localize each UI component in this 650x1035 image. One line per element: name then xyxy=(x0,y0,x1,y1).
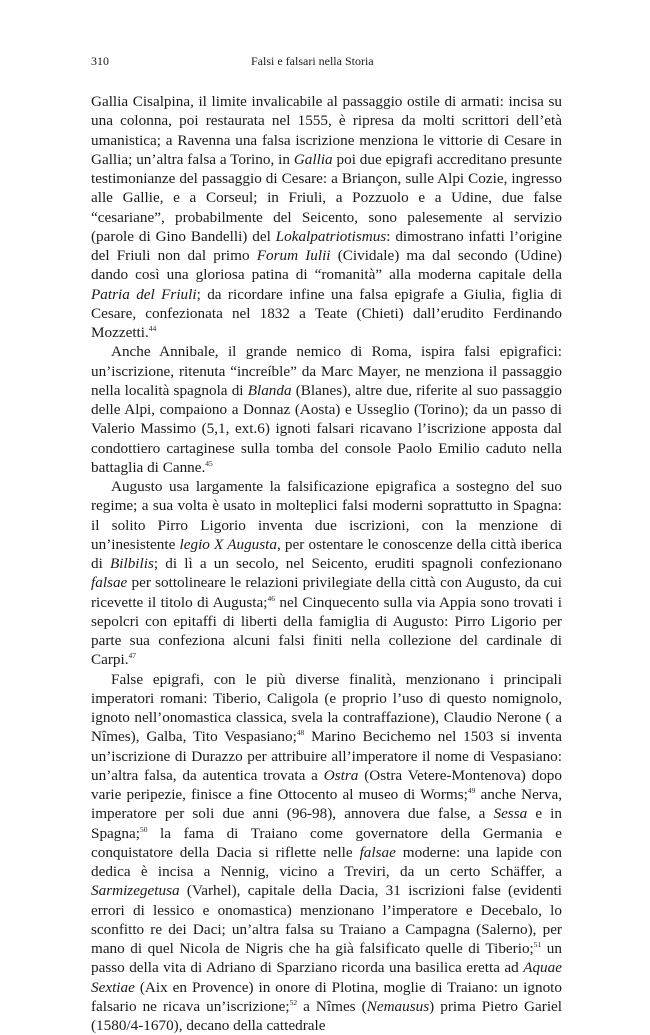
text-run: (Cividale) ma dal secondo (Udine) dando così una gloriosa patina di “romanità” alla moderna capitale della xyxy=(91,247,562,283)
italic-term: legio X Augusta xyxy=(180,536,277,553)
text-run: , per ostentare le conoscenze della città iberica di xyxy=(91,536,562,572)
paragraph xyxy=(91,670,562,1035)
italic-term: Gallia xyxy=(294,151,333,168)
footnote-ref: 49 xyxy=(468,786,476,795)
italic-term: falsae xyxy=(360,844,396,861)
italic-term: Ostra xyxy=(324,767,359,784)
italic-term: falsae xyxy=(91,574,127,591)
text-run: (Varhel), capitale della Dacia, 31 iscrizioni false (evidenti errori di lessico e onomastica) menzionano l’imperatore e Decebalo, lo sconfitto re dei Daci; un’altra falsa su Traiano a Campagna (Salerno), per mano di quel Nicola de Nigris che ha già falsificato quelle di Tiberio; xyxy=(91,882,562,957)
italic-term: Nemausus xyxy=(367,998,429,1015)
paragraph xyxy=(91,92,562,342)
text-run: e in Spagna; xyxy=(91,805,562,841)
page-number: 310 xyxy=(91,53,109,69)
paragraph xyxy=(91,342,562,477)
italic-term: Forum Iulii xyxy=(257,247,331,264)
text-run: Augusto usa largamente la falsificazione epigrafica a sostegno del suo regime; a sua volta è usato in molteplici falsi moderni soprattutto in Spagna: il solito Pirro Ligorio inventa due iscrizioni, con la menzione di un’inesistente xyxy=(91,478,562,553)
text-run: ; da ricordare infine una falsa epigrafe a Giulia, figlia di Cesare, confezionata nel 1832 a Teate (Chieti) dall’erudito Ferdinando Mozzetti. xyxy=(91,286,562,342)
italic-term: Patria del Friuli xyxy=(91,286,197,303)
text-run: un passo della vita di Adriano di Sparziano ricorda una basilica eretta ad xyxy=(91,940,562,976)
footnote-ref: 51 xyxy=(534,940,542,949)
text-run: Marino Becichemo nel 1503 si inventa un’iscrizione di Durazzo per attribuire all’imperatore il nome di Vespasiano: un’altra falsa, da autentica trovata a xyxy=(91,728,562,784)
italic-term: Sessa xyxy=(493,805,527,822)
text-run: Gallia Cisalpina, il limite invalicabile al passaggio ostile di armati: incisa su una colonna, poi restaurata nel 1555, è ripresa da molti scrittori dell’età umanistica; a Ravenna una falsa iscrizione menziona le vittorie di Cesare in Gallia; un’altra falsa a Torino, in xyxy=(91,93,562,168)
footnote-ref: 44 xyxy=(149,324,157,333)
text-run: ) prima Pietro Gariel (1580/4-1670), decano della cattedrale xyxy=(91,998,562,1034)
footnote-ref: 45 xyxy=(205,459,213,468)
italic-term: Aquae Sextiae xyxy=(91,959,562,995)
text-run: moderne: una lapide con dedica è incisa a Nennig, vicino a Treviri, da un certo Schäffer, a xyxy=(91,844,562,880)
running-title: Falsi e falsari nella Storia xyxy=(251,53,374,69)
italic-term: Lokalpatriotismus xyxy=(276,228,387,245)
text-run: : dimostrano infatti l’origine del Friuli non dal primo xyxy=(91,228,562,264)
paragraph xyxy=(91,477,562,670)
text-run: per sottolineare le relazioni privilegiate della città con Augusto, da cui ricevette il titolo di Augusta; xyxy=(91,574,562,610)
text-run: anche Nerva, imperatore per soli due anni (96-98), annovera due false, a xyxy=(91,786,562,822)
text-run: ; di lì a un secolo, nel Seicento, eruditi spagnoli confezionano xyxy=(154,555,562,572)
footnote-ref: 48 xyxy=(297,728,305,737)
text-run: False epigrafi, con le più diverse finalità, menzionano i principali imperatori romani: Tiberio, Caligola (e proprio l’uso di questo nomignolo, ignoto nell’onomastica classica, svela la contraffazione), Claudio Nerone ( a Nîmes), Galba, Tito Vespasiano; xyxy=(91,671,562,746)
body-text xyxy=(91,92,562,1035)
text-run: (Aix en Provence) in onore di Plotina, moglie di Traiano: un ignoto falsario ne ricava un’iscrizione; xyxy=(91,979,562,1015)
footnote-ref: 50 xyxy=(140,825,148,834)
text-run: nel Cinquecento sulla via Appia sono trovati i sepolcri con epitaffi di liberti della famiglia di Augusto: Pirro Ligorio per parte sua confeziona alcuni falsi finiti nella collezione del cardinale di Carpi. xyxy=(91,594,562,669)
italic-term: Blanda xyxy=(248,382,292,399)
text-run: (Blanes), altre due, riferite al suo passaggio delle Alpi, compaiono a Donnaz (Aosta) e Usseglio (Torino); da un passo di Valerio Massimo (5,1, ext.6) ignoti falsari ricavano l’iscrizione apposta dal condottiero cartaginese sulla tomba del console Paolo Emilio caduto nella battaglia di Canne. xyxy=(91,382,562,476)
text-run: (Ostra Vetere-Montenova) dopo varie peripezie, finisce a fine Ottocento al museo di Worms; xyxy=(91,767,562,803)
footnote-ref: 52 xyxy=(290,998,298,1007)
footnote-ref: 46 xyxy=(267,594,275,603)
text-run: Anche Annibale, il grande nemico di Roma, ispira falsi epigrafici: un’iscrizione, ritenuta “increíble” da Marc Mayer, ne menziona il passaggio nella località spagnola di xyxy=(91,343,562,399)
footnote-ref: 47 xyxy=(129,651,137,660)
text-run: a Nîmes ( xyxy=(297,998,367,1015)
italic-term: Sarmizegetusa xyxy=(91,882,180,899)
text-run: la fama di Traiano come governatore della Germania e conquistatore della Dacia si riflette nelle xyxy=(91,825,562,861)
italic-term: Bilbilis xyxy=(110,555,154,572)
text-run: poi due epigrafi accreditano presunte testimonianze del passaggio di Cesare: a Briançon, sulle Alpi Cozie, ingresso alle Gallie, e a Corseul; in Friuli, a Pozzuolo e a Udine, due false “cesariane”, probabilmente del Seicento, sono palesemente al servizio (parole di Gino Bandelli) del xyxy=(91,151,562,245)
